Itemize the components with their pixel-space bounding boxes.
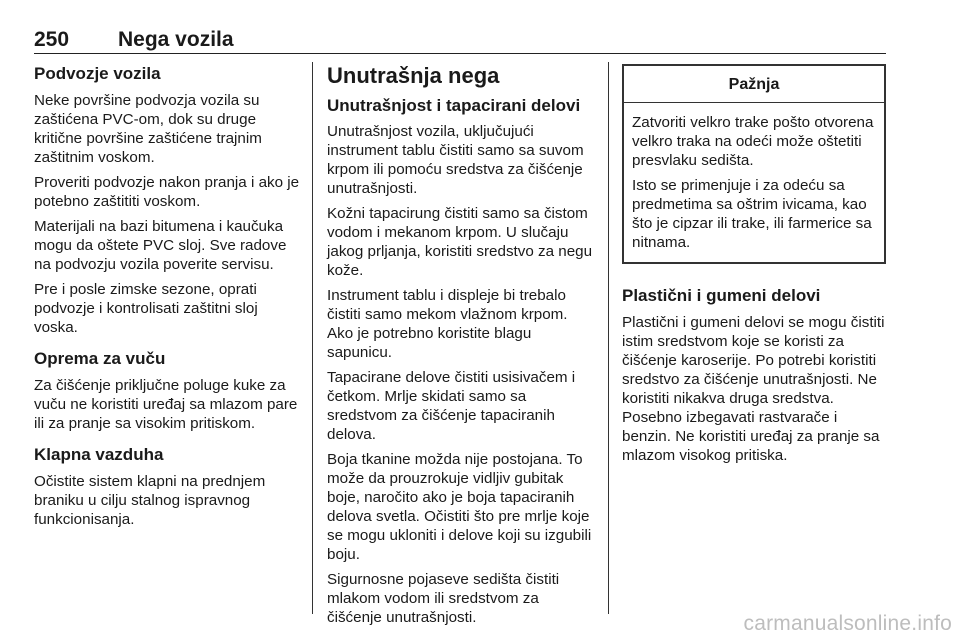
heading-interior-care: Unutrašnja nega — [327, 63, 500, 88]
paragraph: Neke površine podvozja vozila su zaštićena PVC-om, dok su druge kritične površine zaštićene trajnim zaštitnim voskom. — [34, 92, 262, 166]
caution-box — [622, 64, 886, 264]
heading-underbody: Podvozje vozila — [34, 64, 161, 83]
heading-plastic-rubber: Plastični i gumeni delovi — [622, 286, 821, 305]
watermark: carmanualsonline.info — [743, 612, 952, 635]
paragraph: Instrument tablu i displeje bi trebalo čistiti samo mekom vlažnom krpom. Ako je potrebno koristite blagu sapunicu. — [327, 287, 568, 361]
paragraph: Plastični i gumeni delovi se mogu čistiti istim sredstvom koje se koristi za čišćenje karoserije. Po potrebi koristiti sredstvo za čišćenje unutrašnjosti. Ne koristiti nikakva druga sredstva. Posebno izbegavati rastvarače i benzin. Ne koristiti uređaj za pranje sa mlazom visokog pritiska. — [622, 314, 885, 464]
running-title: Nega vozila — [118, 28, 234, 51]
paragraph: Proveriti podvozje nakon pranja i ako je potebno zaštititi voskom. — [34, 174, 300, 210]
caution-title: Pažnja — [624, 66, 884, 103]
column-divider-2 — [608, 62, 609, 614]
column-1 — [34, 62, 300, 535]
caution-paragraph: Zatvoriti velkro trake pošto otvorena velkro traka na odeći može oštetiti presvlaku sedišta. — [632, 114, 874, 169]
paragraph: Pre i posle zimske sezone, oprati podvozje i kontrolisati zaštitni sloj voska. — [34, 281, 258, 336]
page-header — [34, 28, 886, 52]
paragraph: Kožni tapacirung čistiti samo sa čistom vodom i mekanom krpom. U slučaju jakog prljanja, koristiti sredstvo za negu kože. — [327, 205, 593, 279]
paragraph: Očistite sistem klapni na prednjem braniku u cilju stalnog ispravnog funkcionisanja. — [34, 473, 266, 528]
caution-body — [624, 103, 884, 262]
paragraph: Unutrašnjost vozila, uključujući instrument tablu čistiti samo sa suvom krpom ili pomoću sredstva za čišćenje unutrašnjosti. — [327, 123, 584, 197]
column-3 — [622, 62, 886, 471]
column-2 — [327, 62, 595, 633]
paragraph: Tapacirane delove čistiti usisivačem i četkom. Mrlje skidati samo sa sredstvom za čišćenje tapaciranih delova. — [327, 369, 576, 443]
heading-interior-upholstery: Unutrašnjost i tapacirani delovi — [327, 96, 581, 115]
page-number: 250 — [34, 28, 70, 51]
heading-air-flap: Klapna vazduha — [34, 445, 164, 464]
paragraph: Sigurnosne pojaseve sedišta čistiti mlakom vodom ili sredstvom za čišćenje unutrašnjosti. — [327, 571, 560, 626]
column-divider-1 — [312, 62, 313, 614]
paragraph: Boja tkanine možda nije postojana. To može da prouzrokuje vidljiv gubitak boje, naročito ako je boja tapaciranih delova svetla. Očistiti što pre mrlje koje se mogu ukloniti i delove koji su izgubili boju. — [327, 451, 592, 563]
header-rule — [34, 53, 886, 54]
paragraph: Materijali na bazi bitumena i kaučuka mogu da oštete PVC sloj. Sve radove na podvozju vozila poverite servisu. — [34, 218, 287, 273]
caution-paragraph: Isto se primenjuje i za odeću sa predmetima sa oštrim ivicama, kao što je cipzar ili trake, ili farmerice sa nitnama. — [632, 177, 872, 251]
paragraph: Za čišćenje priključne poluge kuke za vuču ne koristiti uređaj sa mlazom pare ili za pranje sa visokim pritiskom. — [34, 377, 298, 432]
heading-towing: Oprema za vuču — [34, 349, 166, 368]
